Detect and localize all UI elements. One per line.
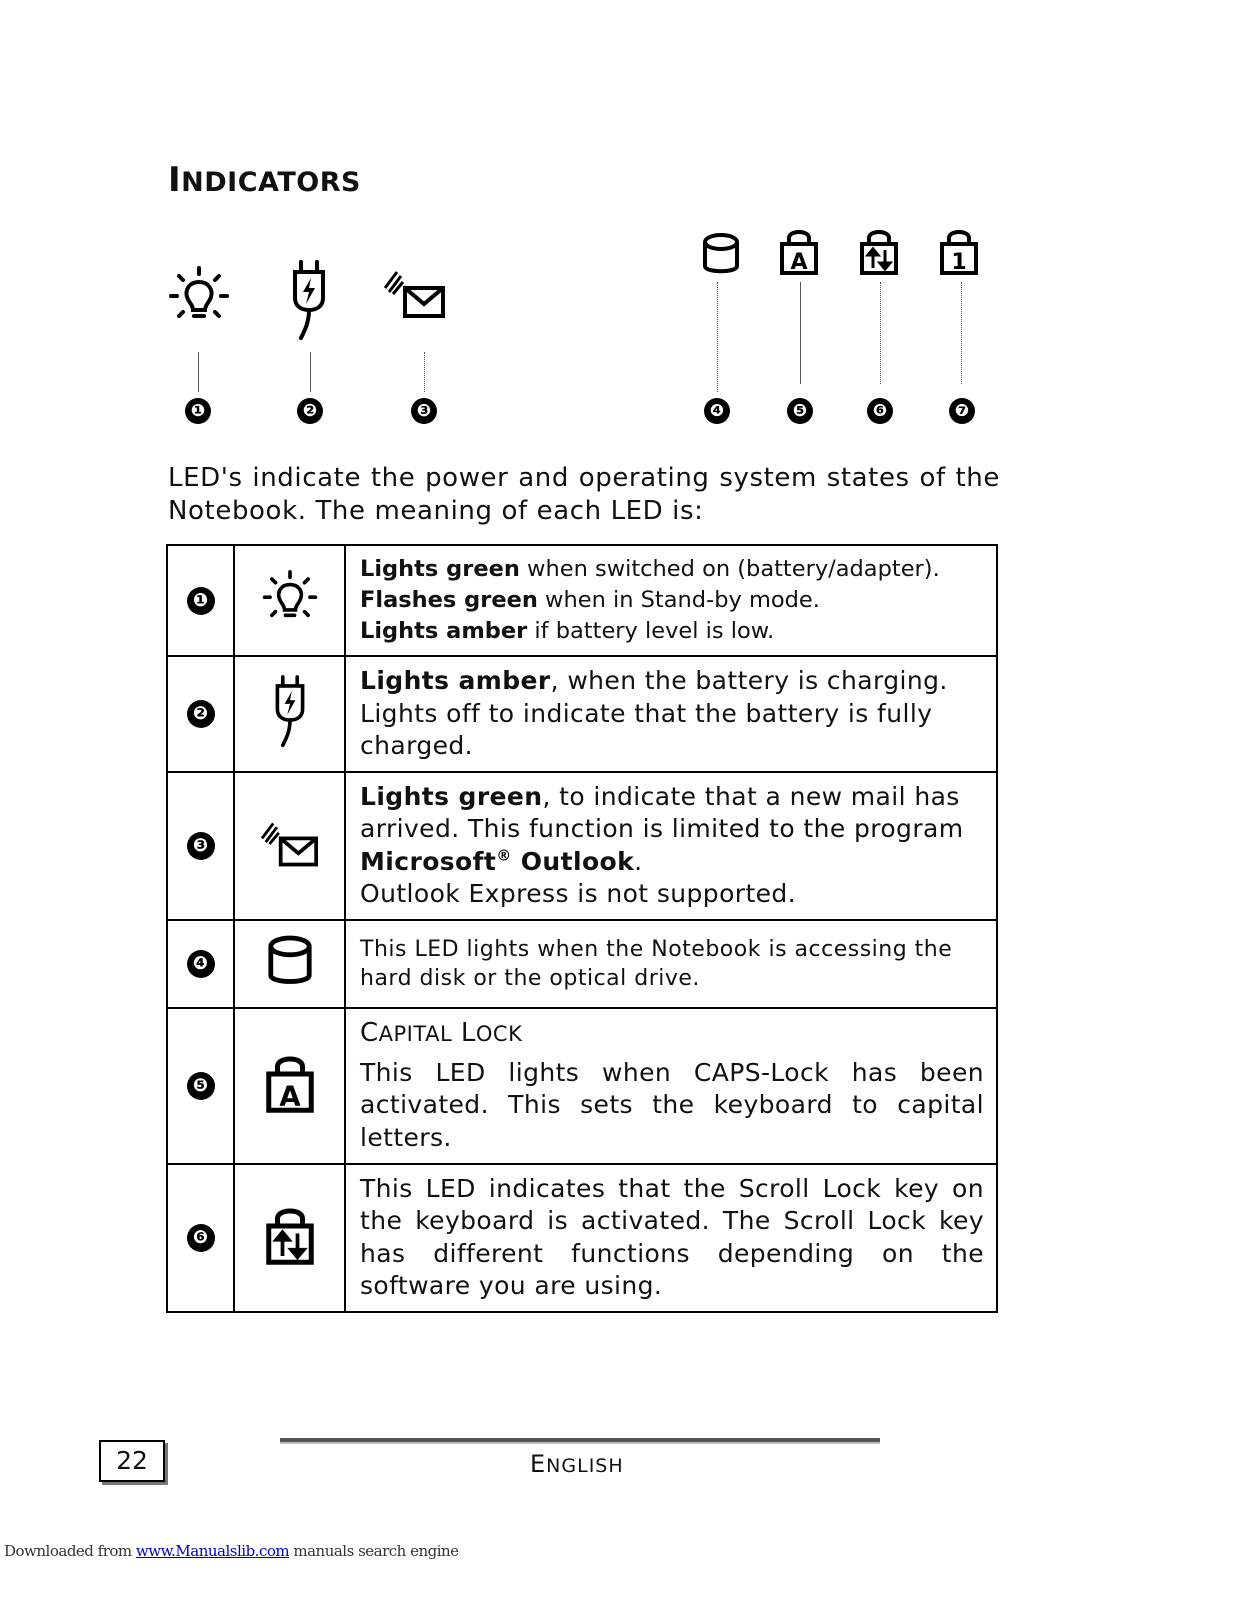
title-rest: OCK: [475, 1022, 523, 1046]
status-bold: Flashes green: [360, 587, 538, 613]
row-number: ❹: [187, 950, 215, 978]
heading-first-letter: I: [168, 160, 182, 200]
row-number: ❸: [187, 832, 215, 860]
figure-label-3: ❸: [411, 398, 437, 424]
row-number: ❺: [187, 1072, 215, 1100]
footer-language: [530, 1450, 624, 1478]
intro-paragraph: LED's indicate the power and operating system states of the Notebook. The meaning of each LED is:: [168, 463, 1000, 526]
table-row: [167, 545, 997, 656]
scroll-lock-icon: [265, 1206, 315, 1266]
svg-text:1: 1: [951, 250, 967, 275]
row-description: [345, 1008, 997, 1164]
product-name: Outlook: [511, 846, 635, 876]
title-rest: APITAL: [378, 1022, 453, 1046]
download-note: [4, 1542, 459, 1560]
row-description: [345, 545, 997, 656]
table-row: [167, 1008, 997, 1164]
hard-disk-icon: [701, 232, 741, 278]
row-number-cell: [167, 656, 234, 772]
row-number-cell: [167, 772, 234, 920]
footer-rule: [280, 1438, 880, 1444]
status-text: This LED lights when CAPS-Lock has been activated. This sets the keyboard to capital letters.: [360, 1057, 984, 1152]
status-text: when in Stand-by mode.: [537, 587, 820, 613]
caps-lock-title: [360, 1017, 984, 1051]
row-number-cell: [167, 920, 234, 1008]
power-bulb-icon: [261, 570, 319, 628]
row-icon-cell: [234, 1008, 345, 1164]
leader-line-1: [198, 352, 199, 392]
figure-label-6: ❻: [867, 398, 893, 424]
leader-line-6: [880, 282, 881, 384]
row-description: [345, 772, 997, 920]
row-description: This LED indicates that the Scroll Lock key on the keyboard is activated. The Scroll Lock key has different functions depending on the software you are using.: [345, 1164, 997, 1312]
product-name: Microsoft: [360, 846, 497, 876]
row-number-cell: [167, 545, 234, 656]
num-lock-icon: [939, 228, 979, 276]
status-bold: Lights amber: [360, 666, 551, 695]
row-number-cell: [167, 1008, 234, 1164]
row-number: ❻: [187, 1224, 215, 1252]
status-text: Outlook Express is not supported.: [360, 879, 797, 908]
figure-label-5: ❺: [787, 398, 813, 424]
row-number: ❷: [187, 700, 215, 728]
mail-icon: [383, 264, 447, 324]
battery-plug-icon: [289, 260, 329, 342]
svg-text:A: A: [790, 250, 808, 275]
period: .: [634, 846, 643, 876]
leader-line-2: [310, 352, 311, 392]
scroll-lock-icon: [859, 228, 899, 276]
row-icon-cell: [234, 545, 345, 656]
section-heading: [168, 160, 361, 200]
registered-mark: ®: [496, 846, 512, 865]
table-row: [167, 920, 997, 1008]
mail-icon: [260, 816, 320, 872]
leader-line-4: [717, 282, 718, 392]
row-description: This LED lights when the Notebook is accessing the hard disk or the optical drive.: [345, 920, 997, 1008]
leader-line-3: [424, 352, 425, 392]
status-text: , when the battery is charging. Lights off to indicate that the battery is fully charged.: [360, 666, 948, 760]
manualslib-link[interactable]: www.Manualslib.com: [135, 1542, 290, 1560]
table-row: [167, 772, 997, 920]
row-icon-cell: [234, 920, 345, 1008]
status-text: , to indicate that a new mail has arrived. This function is limited to the program: [360, 781, 964, 843]
power-bulb-icon: [167, 266, 231, 330]
figure-label-1: ❶: [185, 398, 211, 424]
led-table: [166, 544, 998, 1313]
footer-language-rest: NGLISH: [546, 1455, 624, 1477]
leader-line-7: [961, 282, 962, 384]
page-number: 22: [99, 1440, 165, 1482]
row-icon-cell: [234, 772, 345, 920]
row-number-cell: [167, 1164, 234, 1312]
figure-label-4: ❹: [704, 398, 730, 424]
leader-line-5: [800, 282, 801, 384]
status-text: when switched on (battery/adapter).: [519, 556, 940, 582]
heading-rest: NDICATORS: [181, 167, 361, 198]
row-icon-cell: [234, 656, 345, 772]
status-text: if battery level is low.: [527, 618, 775, 644]
status-bold: Lights amber: [360, 618, 528, 644]
status-bold: Lights green: [360, 556, 520, 582]
title-letter: L: [452, 1018, 476, 1048]
caps-lock-icon: [779, 228, 819, 276]
table-row: [167, 1164, 997, 1312]
figure-label-2: ❷: [297, 398, 323, 424]
figure-label-7: ❼: [949, 398, 975, 424]
battery-plug-icon: [272, 675, 308, 749]
download-prefix: Downloaded from: [4, 1542, 136, 1560]
title-letter: C: [360, 1018, 379, 1048]
row-number: ❶: [187, 587, 215, 615]
table-row: [167, 656, 997, 772]
indicator-figure: [165, 220, 1005, 440]
caps-lock-icon: [265, 1054, 315, 1114]
row-description: [345, 656, 997, 772]
svg-text:A: A: [278, 1079, 301, 1112]
hard-disk-icon: [266, 934, 314, 990]
status-bold: Lights green: [360, 781, 543, 811]
row-icon-cell: [234, 1164, 345, 1312]
download-suffix: manuals search engine: [289, 1542, 459, 1560]
footer-language-first: E: [530, 1450, 547, 1478]
